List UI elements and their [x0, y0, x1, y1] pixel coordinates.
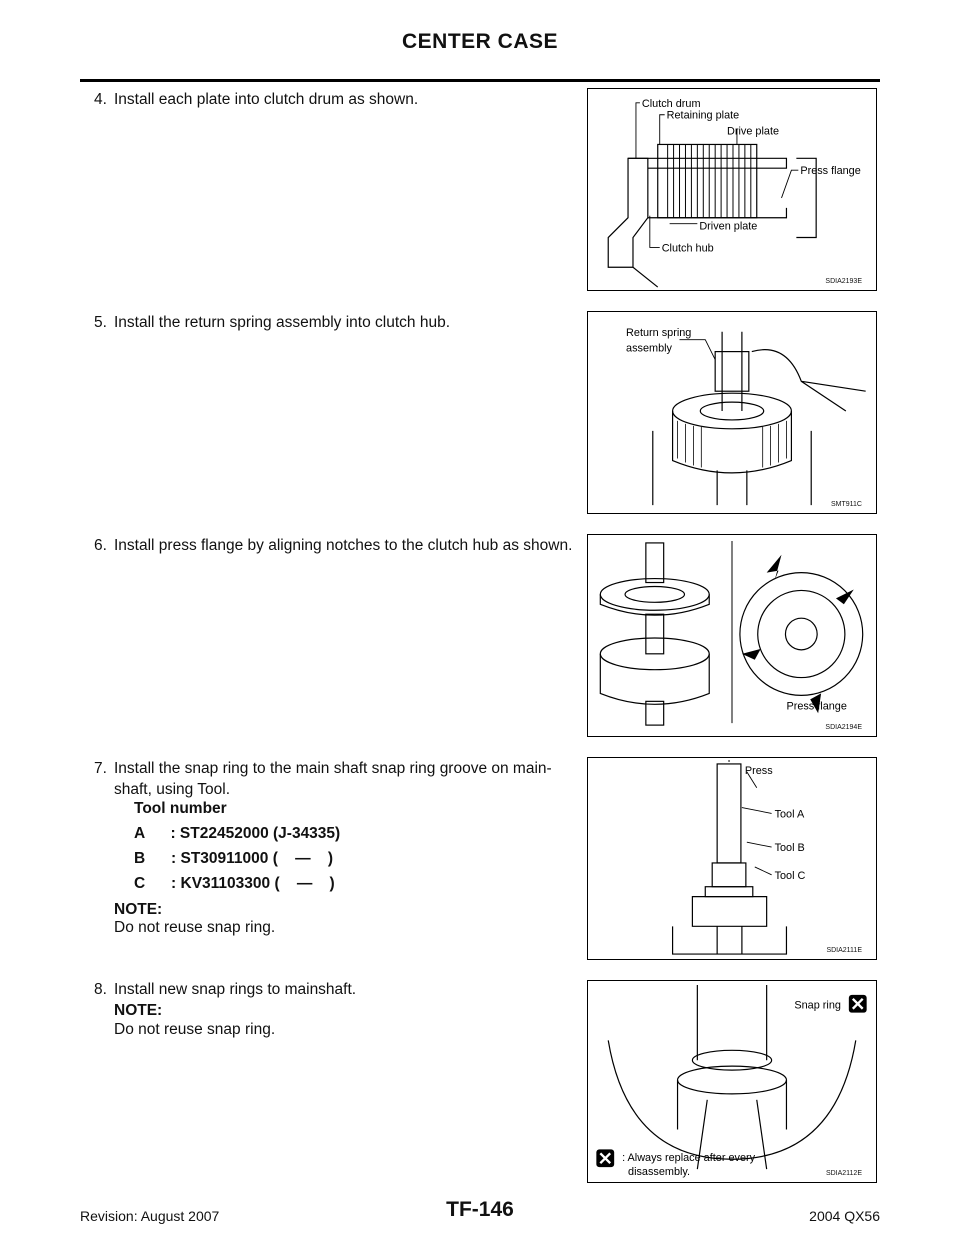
figure-label: Driven plate [699, 220, 758, 233]
replace-icon [849, 995, 867, 1013]
figure-label: Tool C [774, 869, 806, 882]
step-number: 5. [94, 314, 107, 331]
step-text: Install new snap rings to mainshaft. [114, 981, 357, 998]
figure-clutch-plates [587, 88, 877, 291]
header-rule [80, 79, 880, 82]
step-text: Install the return spring assembly into clutch hub. [114, 314, 451, 331]
figure-code: SDIA2193E [825, 278, 862, 285]
figure-label: Press [744, 764, 773, 777]
figure-label: Tool A [774, 808, 805, 821]
figure-label: Press flange [786, 700, 847, 713]
figure-code: SDIA2112E [825, 1170, 862, 1177]
step-8 [94, 979, 579, 1000]
figure-label: Press flange [800, 165, 861, 178]
figure-label: assembly [626, 342, 672, 355]
figure-label: Snap ring [794, 999, 841, 1012]
step-5 [94, 312, 579, 333]
footer-model: 2004 QX56 [809, 1208, 880, 1224]
step-number: 4. [94, 91, 107, 108]
note-text: Do not reuse snap ring. [114, 919, 276, 936]
figure-label: Clutch drum [641, 97, 701, 110]
figure-label: Drive plate [727, 125, 780, 138]
step-number: 7. [94, 760, 107, 777]
tool-number-heading: Tool number [134, 800, 227, 817]
step-number: 6. [94, 537, 107, 554]
figure-code: SDIA2111E [826, 947, 862, 954]
figure-tool-usage [587, 757, 877, 960]
return-spring-illustration [588, 312, 876, 513]
figure-code: SMT911C [831, 501, 862, 508]
figure-label: Tool B [774, 842, 805, 855]
tool-b: B : ST30911000 ( — ) [134, 850, 333, 867]
figure-return-spring [587, 311, 877, 514]
step-text: Install each plate into clutch drum as shown. [114, 91, 419, 108]
snap-ring-illustration [588, 981, 876, 1182]
figure-label: : Always replace after every [622, 1152, 756, 1165]
tool-c: C : KV31103300 ( — ) [134, 875, 335, 892]
figure-label: disassembly. [628, 1166, 691, 1179]
figure-code: SDIA2194E [825, 724, 862, 731]
step-text: Install the snap ring to the main shaft snap ring groove on main-shaft, using Tool. [114, 760, 552, 798]
figure-label: Clutch hub [661, 242, 714, 255]
footer-revision: Revision: August 2007 [80, 1208, 220, 1224]
tool-usage-illustration [588, 758, 876, 959]
step-6 [94, 535, 579, 556]
step-7 [94, 758, 579, 800]
step-number: 8. [94, 981, 107, 998]
figure-snap-ring [587, 980, 877, 1183]
figure-label: Return spring [626, 326, 692, 339]
step-text: Install press flange by aligning notches to the clutch hub as shown. [114, 537, 573, 554]
press-flange-illustration [588, 535, 876, 736]
figure-label: Retaining plate [666, 109, 740, 122]
figure-press-flange [587, 534, 877, 737]
page-title: CENTER CASE [401, 30, 559, 53]
note-heading: NOTE: [114, 1002, 163, 1019]
note-text: Do not reuse snap ring. [114, 1021, 276, 1038]
clutch-plates-illustration [588, 89, 876, 290]
footer-page-number: TF-146 [446, 1198, 514, 1221]
replace-icon [596, 1149, 614, 1167]
note-heading: NOTE: [114, 901, 163, 918]
tool-a: A : ST22452000 (J-34335) [134, 825, 341, 842]
step-4 [94, 89, 579, 110]
